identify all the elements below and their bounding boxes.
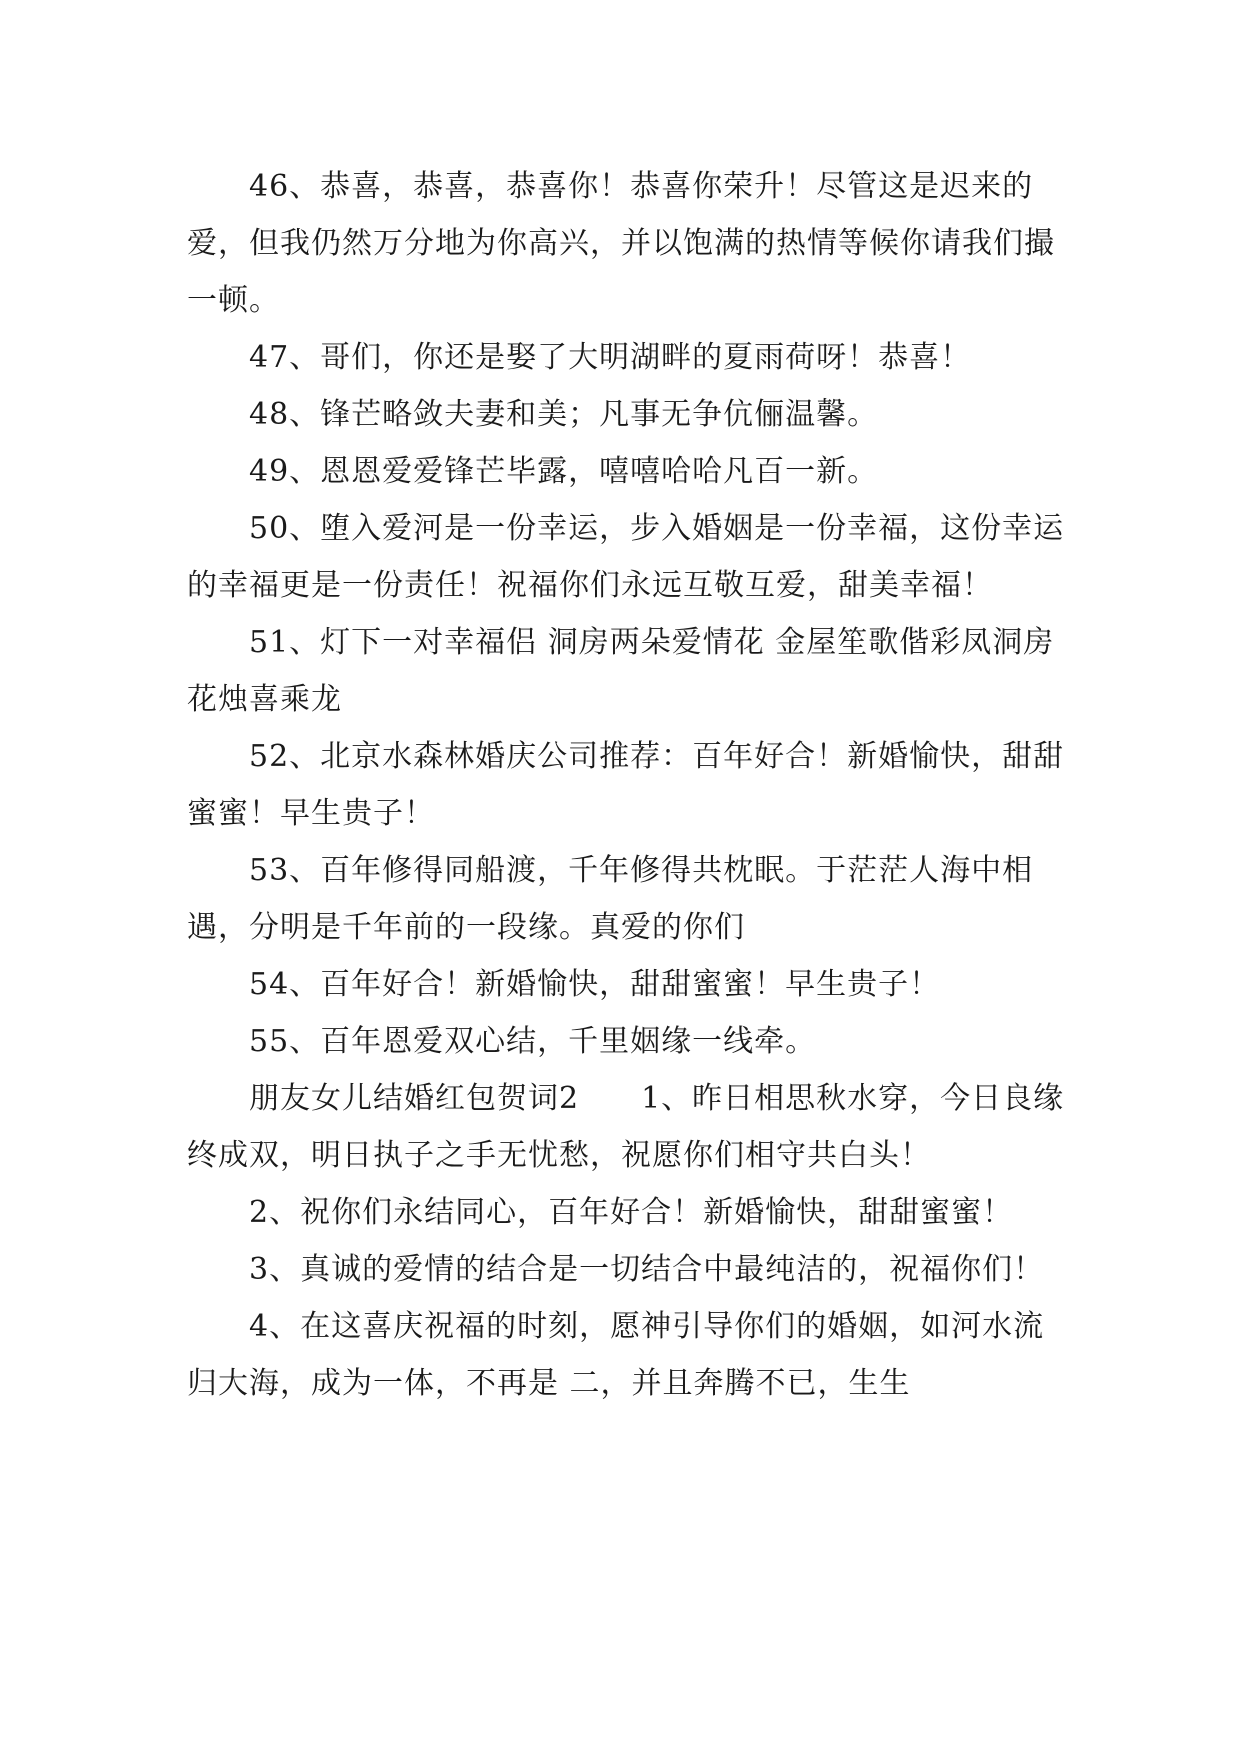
section-heading-paragraph: 朋友女儿结婚红包贺词2 1、昨日相思秋水穿，今日良缘终成双，明日执子之手无忧愁，祝愿你们相守共白头！: [187, 1081, 1065, 1173]
paragraph-52: 52、北京水森林婚庆公司推荐：百年好合！新婚愉快，甜甜蜜蜜！早生贵子！: [187, 739, 1065, 831]
paragraph-49: 49、恩恩爱爱锋芒毕露，嘻嘻哈哈凡百一新。: [249, 454, 879, 489]
paragraph-54: 54、百年好合！新婚愉快，甜甜蜜蜜！早生贵子！: [249, 967, 941, 1002]
paragraph-51: 51、灯下一对幸福侣 洞房两朵爱情花 金屋笙歌偕彩凤洞房花烛喜乘龙: [187, 625, 1055, 717]
paragraph-47: 47、哥们，你还是娶了大明湖畔的夏雨荷呀！恭喜！: [249, 340, 972, 375]
document-body: [187, 158, 1067, 1412]
paragraph-48: 48、锋芒略敛夫妻和美；凡事无争伉俪温馨。: [249, 397, 879, 432]
paragraph-55: 55、百年恩爱双心结，千里姻缘一线牵。: [249, 1024, 817, 1059]
paragraph-50: 50、堕入爱河是一份幸运，步入婚姻是一份幸福，这份幸运的幸福更是一份责任！祝福你们永远互敬互爱，甜美幸福！: [187, 511, 1065, 603]
paragraph-46: 46、恭喜，恭喜，恭喜你！恭喜你荣升！尽管这是迟来的爱，但我仍然万分地为你高兴，并以饱满的热情等候你请我们撮一顿。: [187, 169, 1055, 318]
paragraph-53: 53、百年修得同船渡，千年修得共枕眠。于茫茫人海中相遇，分明是千年前的一段缘。真爱的你们: [187, 853, 1034, 945]
paragraph-4: 4、在这喜庆祝福的时刻，愿神引导你们的婚姻，如河水流归大海，成为一体，不再是 二，并且奔腾不已，生生: [187, 1309, 1045, 1401]
paragraph-3: 3、真诚的爱情的结合是一切结合中最纯洁的，祝福你们！: [249, 1252, 1045, 1287]
paragraph-2: 2、祝你们永结同心，百年好合！新婚愉快，甜甜蜜蜜！: [249, 1195, 1014, 1230]
